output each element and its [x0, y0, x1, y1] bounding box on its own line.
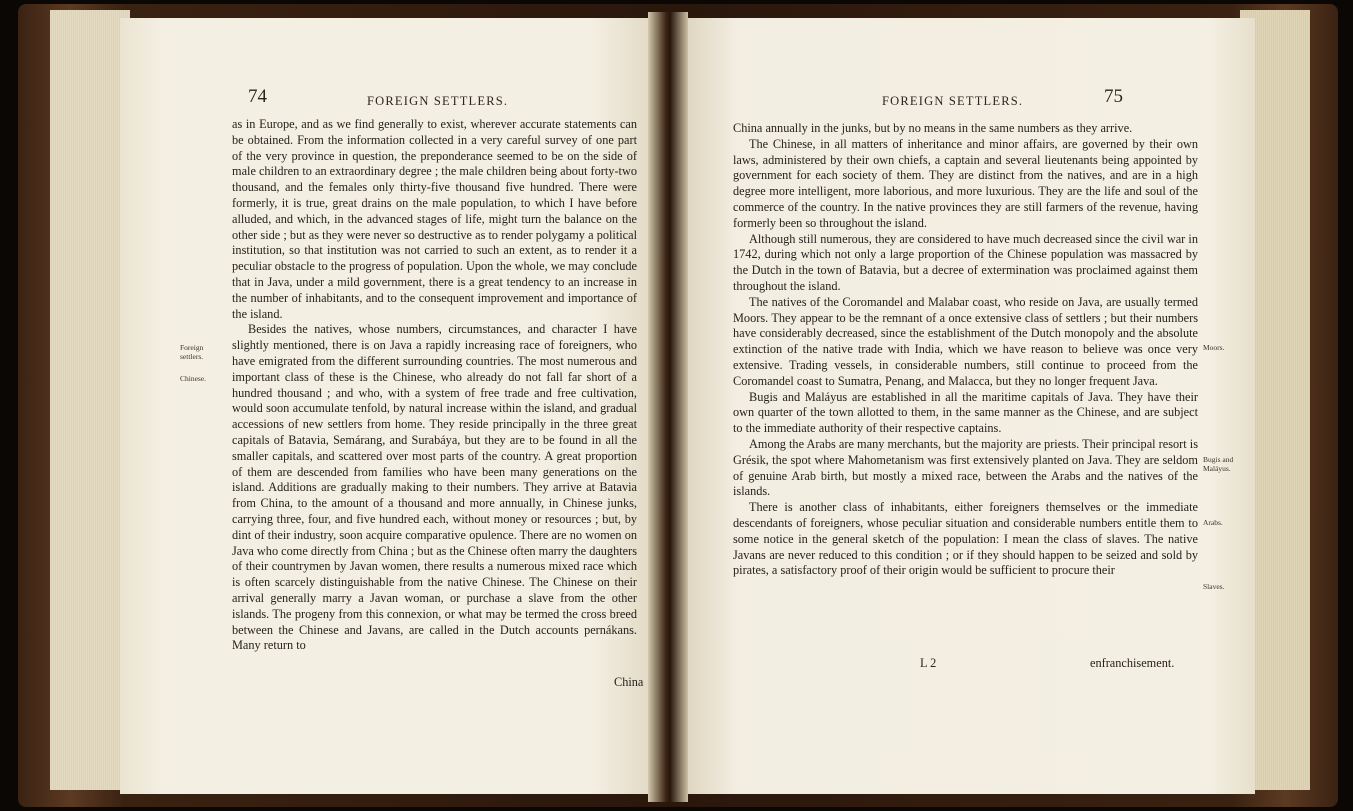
- page-edges-left: [50, 10, 130, 790]
- book-gutter: [648, 12, 688, 802]
- right-paragraph-1: China annually in the junks, but by no means in the same numbers as they arrive.: [733, 121, 1133, 135]
- sidenote-foreign-settlers: Foreign settlers.: [180, 343, 204, 361]
- left-body-text: [232, 117, 637, 654]
- left-page-number: 74: [248, 86, 267, 107]
- right-running-head: FOREIGN SETTLERS.: [882, 94, 1024, 108]
- right-paragraph-7: There is another class of inhabitants, either foreigners themselves or the immediate descendants of foreigners, whose peculiar situation and considerable numbers entitle them to some notice in the general sketch of the population: I mean the class of slaves. The native Javans are never reduced to this condition ; or if they should happen to be seized and sold by pirates, a satisfactory proof of their origin would be sufficient to procure their: [733, 500, 1198, 578]
- right-body-text: [733, 121, 1198, 579]
- sidenote-chinese: Chinese.: [180, 374, 207, 383]
- right-paragraph-5: Bugis and Maláyus are established in all the maritime capitals of Java. They have their own quarter of the town allotted to them, in the same manner as the Chinese, and are subject to the immediate authority of their respective captains.: [733, 389, 1198, 436]
- right-paragraph-3: Although still numerous, they are considered to have much decreased since the civil war in 1742, during which not only a large proportion of the Chinese population was massacred by the Dutch in the town of Batavia, but a decree of extermination was proclaimed against them throughout the island.: [733, 231, 1198, 293]
- left-paragraph-2: Besides the natives, whose numbers, circumstances, and character I have slightly mentioned, there is on Java a rapidly increasing race of foreigners, who have emigrated from the different surrounding countries. The most numerous and important class of these is the Chinese, who already do not fall far short of a hundred thousand ; and who, with a system of free trade and free cultivation, would soon accumulate tenfold, by natural increase within the island, and gradual accessions of new settlers from home. They reside principally in the three great capitals of Batavia, Semárang, and Surabáya, but they are to be found in all the smaller capitals, and scattered over most parts of the country. A great proportion of them are descended from families who have been many generations on the island. Additions are gradually making to their numbers. They arrive at Batavia from China, to the amount of a thousand and more annually, in Chinese junks, carrying three, four, and five hundred each, without money or resources ; but, by dint of their industry, soon acquire comparative opulence. There are no women on Java who come directly from China ; but as the Chinese often marry the daughters of their countrymen by Javan women, there results a numerous mixed race which is often scarcely distinguishable from the native Chinese. The Chinese on their arrival generally marry a Javan woman, or purchase a slave from the other islands. The progeny from this connexion, or what may be termed the cross breed between the Chinese and Javans, are called in the Dutch accounts pernákans. Many return to: [232, 322, 637, 653]
- sidenote-arabs: Arabs.: [1203, 518, 1223, 527]
- left-paragraph-1: as in Europe, and as we find generally to exist, wherever accurate statements can be obtained. From the information collected in a very careful survey of one part of the very province in question, the preponderance seemed to be on the side of male children to an extraordinary degree ; the male children being about forty-two thousand, and the females only thirty-five thousand five hundred. There were formerly, it is true, great drains on the male population, to which I have before alluded, and which, in the advanced stages of life, might turn the balance on the other side ; but as they were never so destructive as to render polygamy a political institution, so that institution was not carried to such an extent, as to render it a peculiar obstacle to the progress of population. Upon the whole, we may conclude that in Java, under a mild government, there is a great tendency to an increase in the number of inhabitants, and to the consequent improvement and importance of the island.: [232, 117, 637, 321]
- sidenote-moors: Moors.: [1203, 343, 1225, 352]
- right-page-number: 75: [1104, 86, 1123, 107]
- sidenote-slaves: Slaves.: [1203, 582, 1225, 591]
- sidenote-bugis-malayus: Bugis and Maláyus.: [1203, 455, 1234, 473]
- right-paragraph-2: The Chinese, in all matters of inheritance and minor affairs, are governed by their own laws, administered by their own chiefs, a captain and several lieutenants being appointed by government for each society of them. They are distinct from the natives, and are in a high degree more intelligent, more laborious, and more luxurious. They are the life and soul of the commerce of the country. In the native provinces they are still farmers of the revenue, having formerly been so throughout the island.: [733, 136, 1198, 230]
- left-running-head: FOREIGN SETTLERS.: [367, 94, 509, 108]
- right-catchword: enfranchisement.: [1090, 656, 1175, 670]
- right-paragraph-6: Among the Arabs are many merchants, but the majority are priests. Their principal resort is Grésik, the spot where Mahometanism was first extensively planted on Java. They are seldom of genuine Arab birth, but mostly a mixed race, between the Arabs and the natives of the islands.: [733, 436, 1198, 499]
- right-paragraph-4: The natives of the Coromandel and Malabar coast, who reside on Java, are usually termed Moors. They appear to be the remnant of a once extensive class of settlers ; but their numbers have considerably decreased, since the establishment of the Dutch monopoly and the absolute extinction of the native trade with India, which we have reason to believe was once very extensive. Trading vessels, in considerable numbers, still continue to proceed from the Coromandel coast to Sumatra, Penang, and Malacca, but they no longer frequent Java.: [733, 294, 1198, 388]
- page-signature: L 2: [920, 656, 937, 670]
- left-catchword: China: [614, 675, 644, 689]
